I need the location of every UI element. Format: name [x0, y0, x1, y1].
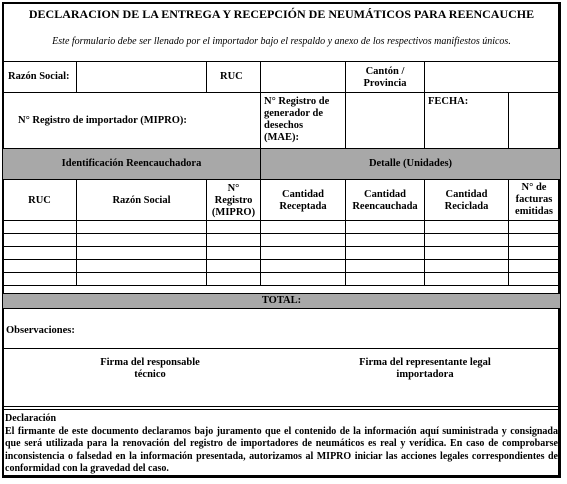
col-reencauchada: Cantidad Reencauchada: [352, 189, 418, 212]
declaracion-text: El firmante de este documento declaramos bajo juramento que el contenido de la información aquí suministrada y consignada que será utilizada para la renovación del registro de importadores de neumáticos es real y verídica. En caso de comprobarse inconsistencia o falsedad en la información presentada, autorizamos al MIPRO iniciar las acciones legales correspondientes de conformidad con la gravedad del caso.: [5, 426, 558, 474]
razon-social-label: Razón Social:: [8, 71, 70, 82]
col-registro: N° Registro (MIPRO): [211, 183, 256, 218]
form-subtitle: Este formulario debe ser llenado por el importador bajo el respaldo y anexo de los respectivos manifiestos únicos.: [52, 36, 511, 47]
ruc-label: RUC: [220, 71, 243, 82]
section-identificacion: Identificación Reencauchadora: [61, 158, 202, 169]
fecha-field[interactable]: [509, 93, 559, 148]
divider: [2, 406, 561, 407]
total-label: TOTAL:: [261, 295, 302, 306]
col-ruc: RUC: [28, 195, 51, 206]
divider: [206, 61, 207, 92]
table-row[interactable]: [3, 260, 560, 272]
firma-legal-label: Firma del representante legal importadora: [359, 357, 491, 380]
divider: [2, 293, 561, 294]
divider: [2, 92, 561, 93]
firma-tecnico-label: Firma del responsable técnico: [100, 357, 200, 380]
registro-importador-field[interactable]: [207, 93, 260, 148]
table-row[interactable]: [3, 273, 560, 285]
divider: [2, 409, 561, 410]
registro-generador-label: N° Registro de generador de desechos (MAE):: [264, 96, 330, 143]
col-receptada: Cantidad Receptada: [279, 189, 327, 212]
razon-social-field[interactable]: [77, 62, 205, 92]
divider: [2, 179, 561, 180]
divider: [2, 285, 561, 286]
divider: [2, 148, 561, 149]
form-title: DECLARACION DE LA ENTREGA Y RECEPCIÓN DE NEUMÁTICOS PARA REENCAUCHE: [28, 7, 535, 21]
canton-field[interactable]: [425, 62, 559, 92]
canton-label: Cantón / Provincia: [363, 66, 407, 89]
divider: [2, 308, 561, 309]
col-reciclada: Cantidad Reciclada: [444, 189, 489, 212]
registro-importador-label: N° Registro de importador (MIPRO):: [18, 115, 187, 126]
fecha-label: FECHA:: [428, 96, 469, 107]
col-facturas: N° de facturas emitidas: [515, 182, 553, 217]
table-row[interactable]: [3, 234, 560, 246]
registro-generador-field[interactable]: [346, 93, 424, 148]
divider: [2, 348, 561, 349]
table-row[interactable]: [3, 221, 560, 233]
table-row[interactable]: [3, 247, 560, 259]
observaciones-label: Observaciones:: [6, 325, 75, 336]
observaciones-field[interactable]: [90, 310, 558, 347]
section-detalle: Detalle (Unidades): [368, 158, 453, 169]
col-razon-social: Razón Social: [112, 195, 171, 206]
declaracion-heading: Declaración: [5, 413, 57, 424]
ruc-field[interactable]: [261, 62, 344, 92]
